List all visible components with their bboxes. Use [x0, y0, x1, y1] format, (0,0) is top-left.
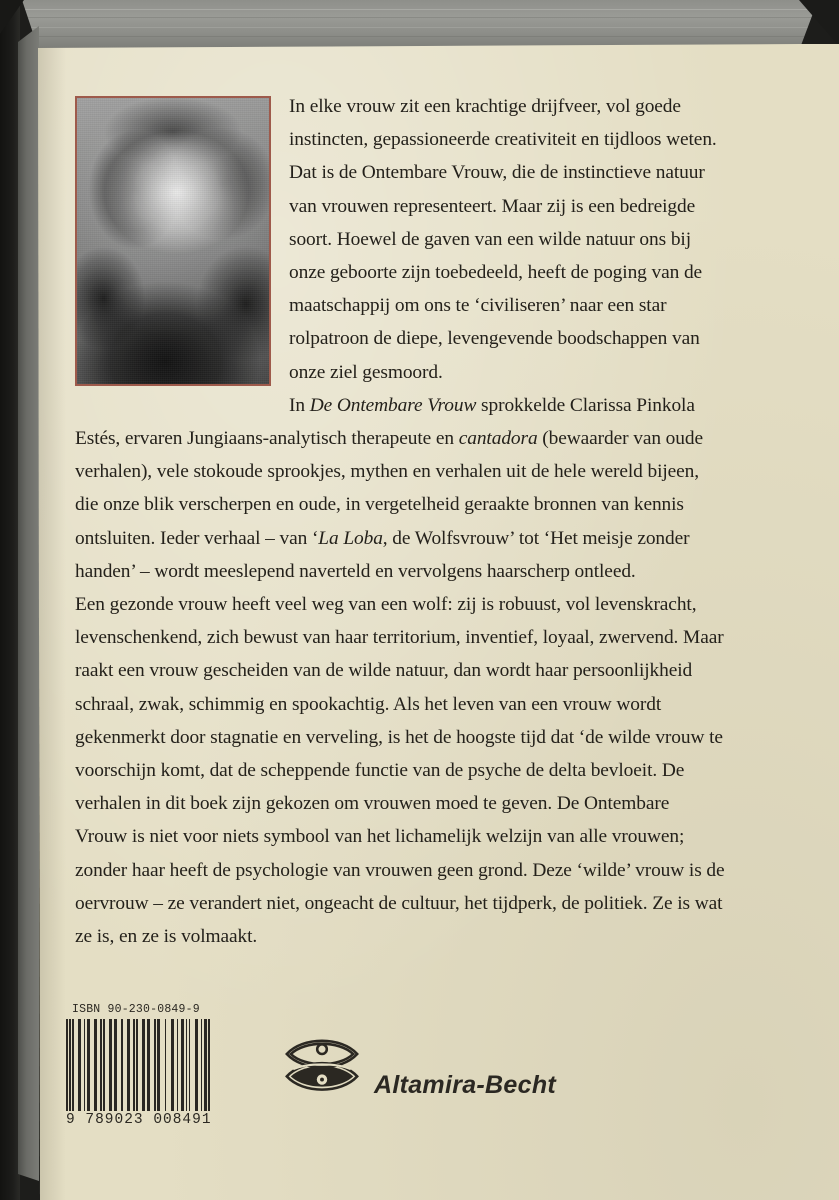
altamira-becht-eye-logo-icon	[282, 1030, 362, 1102]
author-portrait	[75, 96, 271, 386]
barcode-digits: 9 789023 008491	[66, 1112, 212, 1128]
barcode-bar	[210, 1019, 212, 1111]
blurb-p2-mid-a: sprokkelde Clarissa Pinkola Estés, ervaren Jungiaans-analytisch therapeute en	[75, 394, 695, 450]
blurb-p2-pre: In	[289, 394, 310, 416]
blurb-paragraph-2	[75, 389, 725, 588]
blurb-paragraph-3: Een gezonde vrouw heeft veel weg van een wolf: zij is robuust, vol levenskracht, levenschenkend, zich bewust van haar territorium, inventief, loyaal, zwervend. Maar raakt een vrouw gescheiden van de wilde natuur, dan wordt haar persoonlijkheid schraal, zwak, schimmig en spookachtig. Als het leven van een vrouw wordt gekenmerkt door stagnatie en verveling, is het de hoogste tijd dat ‘de wilde vrouw te voorschijn komt, dat de scheppende functie van de psyche de delta bevloeit. De verhalen in dit boek zijn gekozen om vrouwen moed te geven. De Ontembare Vrouw is niet voor niets symbool van het lichamelijk welzijn van alle vrouwen; zonder haar heeft de psychologie van vrouwen geen grond. Deze ‘wilde’ vrouw is de oervrouw – ze verandert niet, ongeacht de cultuur, het tijdperk, de politiek. Ze is wat ze is, en ze is volmaakt.	[75, 594, 725, 948]
book-spine-shadow	[0, 0, 20, 1200]
blurb-p2-end: , de Wolfsvrouw’ tot ‘Het meisje zonder handen’ – wordt meeslepend naverteld en vervolgens haarscherp ontleed.	[75, 527, 690, 582]
blurb-p2-mid-b: (bewaarder van oude verhalen), vele stokoude sprookjes, mythen en verhalen uit de hele wereld bijeen, die onze blik verscherpen en oude, in vergetelheid geraakte bronnen van kennis ontsluiten. Ieder verhaal – van ‘	[75, 428, 703, 549]
blurb-paragraph-1: In elke vrouw zit een krachtige drijfveer, vol goede instincten, gepassioneerde creativiteit en tijdloos weten. Dat is de Ontembare Vrouw, die de instinctieve natuur van vrouwen representeert. Maar zij is een bedreigde soort. Hoewel de gaven van een wilde natuur ons bij onze geboorte zijn toebedeeld, heeft de poging van de maatschappij om ons te ‘civiliseren’ naar een star rolpatroon de diepe, levengevende boodschappen van onze ziel gesmoord.	[289, 96, 717, 383]
portrait-film-grain	[77, 98, 269, 384]
la-loba-italic: La Loba	[318, 527, 383, 549]
barcode-bars	[66, 1019, 211, 1111]
publisher-block	[282, 1030, 556, 1102]
book-spine-edge	[18, 26, 39, 1181]
cantadora-italic: cantadora	[458, 428, 538, 450]
isbn-label: ISBN 90-230-0849-9	[72, 1003, 200, 1016]
isbn-barcode-block	[66, 1003, 211, 1128]
back-cover-blurb	[75, 90, 725, 953]
book-title-italic: De Ontembare Vrouw	[309, 394, 477, 416]
publisher-name: Altamira-Becht	[374, 1071, 557, 1099]
book-page-block-edge	[0, 0, 839, 48]
cover-gutter-shading	[38, 44, 66, 1200]
